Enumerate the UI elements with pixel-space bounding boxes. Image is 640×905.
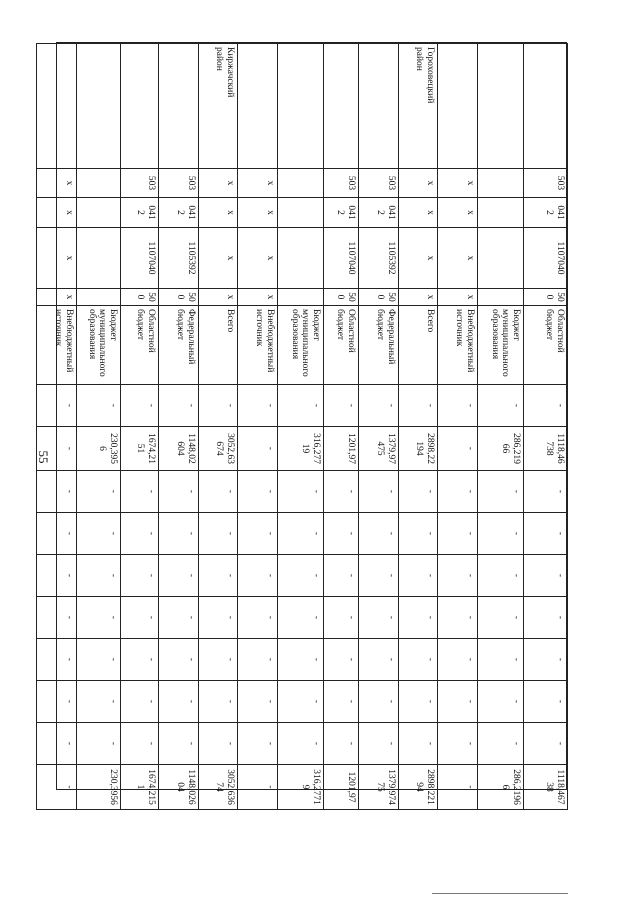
amount-col-11-cell: - xyxy=(238,597,278,639)
total-amount-cell: 230,3956 xyxy=(77,765,121,810)
amount-col-8-cell: - xyxy=(278,471,324,513)
amount-col-12-cell: - xyxy=(359,639,399,681)
kbk-subsection-cell: 041 2 xyxy=(524,198,568,228)
amount-col-8-cell: - xyxy=(324,471,359,513)
amount-col-7-cell: - xyxy=(438,427,478,471)
amount-col-7-cell: 316,277 19 xyxy=(278,427,324,471)
target-article-cell: х xyxy=(399,228,438,289)
amount-col-9-cell: - xyxy=(77,513,121,555)
kbk-section-cell xyxy=(478,169,524,198)
table-row xyxy=(121,44,159,810)
amount-col-7-cell: - xyxy=(37,427,77,471)
district-cell xyxy=(238,44,278,169)
amount-col-7-cell: 1201,97 xyxy=(324,427,359,471)
amount-col-13-cell: - xyxy=(121,681,159,723)
amount-col-7-cell: - xyxy=(238,427,278,471)
total-amount-cell: - xyxy=(438,765,478,810)
amount-col-10-cell: - xyxy=(438,555,478,597)
amount-col-9-cell: - xyxy=(438,513,478,555)
district-cell xyxy=(324,44,359,169)
amount-col-14-cell: - xyxy=(77,723,121,765)
amount-col-6-cell: - xyxy=(359,385,399,427)
page-number: 55 xyxy=(36,450,51,464)
amount-col-12-cell: - xyxy=(438,639,478,681)
amount-col-13-cell: - xyxy=(438,681,478,723)
total-amount-cell: 286,2196 6 xyxy=(478,765,524,810)
table-row xyxy=(159,44,199,810)
target-article-cell: х xyxy=(438,228,478,289)
budget-table-frame xyxy=(53,42,567,805)
amount-col-6-cell: - xyxy=(121,385,159,427)
amount-col-13-cell: - xyxy=(399,681,438,723)
funding-source-cell: Бюджет муниципального образования xyxy=(478,306,524,385)
kbk-section-cell: х xyxy=(199,169,238,198)
district-cell xyxy=(37,44,77,169)
total-amount-cell: 1148,026 04 xyxy=(159,765,199,810)
amount-col-7-cell: 286,219 66 xyxy=(478,427,524,471)
amount-col-8-cell: - xyxy=(478,471,524,513)
amount-col-11-cell: - xyxy=(478,597,524,639)
expense-type-cell: х xyxy=(37,289,77,306)
kbk-section-cell: х xyxy=(399,169,438,198)
kbk-subsection-cell xyxy=(478,198,524,228)
amount-col-8-cell: - xyxy=(359,471,399,513)
total-amount-cell: 2898,221 94 xyxy=(399,765,438,810)
table-row xyxy=(77,44,121,810)
budget-table xyxy=(36,43,568,810)
amount-col-11-cell: - xyxy=(524,597,568,639)
table-row xyxy=(478,44,524,810)
amount-col-10-cell: - xyxy=(359,555,399,597)
amount-col-11-cell: - xyxy=(121,597,159,639)
amount-col-13-cell: - xyxy=(324,681,359,723)
amount-col-11-cell: - xyxy=(199,597,238,639)
amount-col-14-cell: - xyxy=(438,723,478,765)
table-row xyxy=(278,44,324,810)
amount-col-13-cell: - xyxy=(37,681,77,723)
amount-col-14-cell: - xyxy=(37,723,77,765)
amount-col-12-cell: - xyxy=(77,639,121,681)
amount-col-6-cell: - xyxy=(524,385,568,427)
amount-col-14-cell: - xyxy=(359,723,399,765)
amount-col-7-cell: 1118,46 738 xyxy=(524,427,568,471)
expense-type-cell: 50 0 xyxy=(159,289,199,306)
amount-col-11-cell: - xyxy=(37,597,77,639)
funding-source-cell: Бюджет муниципального образования xyxy=(278,306,324,385)
amount-col-12-cell: - xyxy=(238,639,278,681)
amount-col-14-cell: - xyxy=(399,723,438,765)
funding-source-cell: Областной бюджет xyxy=(524,306,568,385)
amount-col-10-cell: - xyxy=(77,555,121,597)
funding-source-cell: Внебюджетный источник xyxy=(238,306,278,385)
kbk-subsection-cell: 041 2 xyxy=(359,198,399,228)
amount-col-7-cell: 2898,22 194 xyxy=(399,427,438,471)
district-cell xyxy=(478,44,524,169)
amount-col-6-cell: - xyxy=(238,385,278,427)
amount-col-12-cell: - xyxy=(121,639,159,681)
funding-source-cell: Всего xyxy=(399,306,438,385)
expense-type-cell: 50 0 xyxy=(359,289,399,306)
funding-source-cell: Федеральный бюджет xyxy=(359,306,399,385)
total-amount-cell: 1118,467 38 xyxy=(524,765,568,810)
amount-col-14-cell: - xyxy=(238,723,278,765)
kbk-section-cell: 503 xyxy=(121,169,159,198)
target-article-cell: 1107040 xyxy=(324,228,359,289)
funding-source-cell: Областной бюджет xyxy=(324,306,359,385)
amount-col-10-cell: - xyxy=(159,555,199,597)
expense-type-cell: х xyxy=(199,289,238,306)
amount-col-8-cell: - xyxy=(159,471,199,513)
amount-col-8-cell: - xyxy=(77,471,121,513)
kbk-subsection-cell: 041 2 xyxy=(121,198,159,228)
kbk-section-cell: х xyxy=(238,169,278,198)
amount-col-6-cell: - xyxy=(278,385,324,427)
target-article-cell: 1107040 xyxy=(524,228,568,289)
amount-col-8-cell: - xyxy=(438,471,478,513)
table-row xyxy=(324,44,359,810)
kbk-section-cell: 503 xyxy=(359,169,399,198)
amount-col-13-cell: - xyxy=(159,681,199,723)
district-cell xyxy=(278,44,324,169)
expense-type-cell: х xyxy=(438,289,478,306)
amount-col-8-cell: - xyxy=(399,471,438,513)
funding-source-cell: Всего xyxy=(199,306,238,385)
footer-rule xyxy=(432,893,568,894)
amount-col-9-cell: - xyxy=(324,513,359,555)
amount-col-12-cell: - xyxy=(159,639,199,681)
total-amount-cell: 316,2771 9 xyxy=(278,765,324,810)
amount-col-13-cell: - xyxy=(478,681,524,723)
amount-col-9-cell: - xyxy=(37,513,77,555)
amount-col-10-cell: - xyxy=(278,555,324,597)
funding-source-cell: Федеральный бюджет xyxy=(159,306,199,385)
amount-col-12-cell: - xyxy=(324,639,359,681)
amount-col-8-cell: - xyxy=(524,471,568,513)
amount-col-6-cell: - xyxy=(478,385,524,427)
amount-col-11-cell: - xyxy=(438,597,478,639)
target-article-cell: х xyxy=(37,228,77,289)
amount-col-6-cell: - xyxy=(159,385,199,427)
amount-col-12-cell: - xyxy=(278,639,324,681)
kbk-subsection-cell: х xyxy=(438,198,478,228)
amount-col-8-cell: - xyxy=(199,471,238,513)
amount-col-10-cell: - xyxy=(399,555,438,597)
table-row xyxy=(399,44,438,810)
district-cell xyxy=(359,44,399,169)
amount-col-6-cell: - xyxy=(37,385,77,427)
expense-type-cell: х xyxy=(238,289,278,306)
kbk-section-cell: х xyxy=(37,169,77,198)
amount-col-9-cell: - xyxy=(199,513,238,555)
kbk-subsection-cell: х xyxy=(199,198,238,228)
total-amount-cell: 1674,215 1 xyxy=(121,765,159,810)
amount-col-9-cell: - xyxy=(524,513,568,555)
target-article-cell: х xyxy=(199,228,238,289)
amount-col-11-cell: - xyxy=(77,597,121,639)
kbk-section-cell xyxy=(77,169,121,198)
amount-col-9-cell: - xyxy=(159,513,199,555)
expense-type-cell: 50 0 xyxy=(121,289,159,306)
amount-col-12-cell: - xyxy=(524,639,568,681)
district-cell xyxy=(438,44,478,169)
amount-col-9-cell: - xyxy=(238,513,278,555)
table-row xyxy=(524,44,568,810)
table-row xyxy=(438,44,478,810)
kbk-subsection-cell: х xyxy=(37,198,77,228)
amount-col-7-cell: 1379,97 475 xyxy=(359,427,399,471)
expense-type-cell xyxy=(278,289,324,306)
district-cell xyxy=(159,44,199,169)
amount-col-7-cell: 3052,63 674 xyxy=(199,427,238,471)
amount-col-9-cell: - xyxy=(399,513,438,555)
total-amount-cell: 3052,636 74 xyxy=(199,765,238,810)
amount-col-13-cell: - xyxy=(77,681,121,723)
amount-col-14-cell: - xyxy=(121,723,159,765)
amount-col-14-cell: - xyxy=(199,723,238,765)
table-row xyxy=(37,44,77,810)
kbk-subsection-cell: 041 2 xyxy=(159,198,199,228)
amount-col-7-cell: 1148,02 604 xyxy=(159,427,199,471)
target-article-cell xyxy=(478,228,524,289)
rotated-table-container xyxy=(53,43,568,805)
amount-col-14-cell: - xyxy=(478,723,524,765)
amount-col-13-cell: - xyxy=(524,681,568,723)
funding-source-cell: Внебюджетный источник xyxy=(438,306,478,385)
district-cell: Гороховецкий район xyxy=(399,44,438,169)
amount-col-6-cell: - xyxy=(199,385,238,427)
amount-col-13-cell: - xyxy=(359,681,399,723)
kbk-subsection-cell xyxy=(77,198,121,228)
amount-col-8-cell: - xyxy=(121,471,159,513)
target-article-cell: 1105392 xyxy=(359,228,399,289)
target-article-cell xyxy=(278,228,324,289)
expense-type-cell: х xyxy=(399,289,438,306)
amount-col-14-cell: - xyxy=(524,723,568,765)
kbk-section-cell: 503 xyxy=(159,169,199,198)
amount-col-11-cell: - xyxy=(324,597,359,639)
total-amount-cell: 1379,974 75 xyxy=(359,765,399,810)
amount-col-11-cell: - xyxy=(278,597,324,639)
amount-col-14-cell: - xyxy=(278,723,324,765)
kbk-section-cell: 503 xyxy=(324,169,359,198)
amount-col-14-cell: - xyxy=(159,723,199,765)
amount-col-10-cell: - xyxy=(324,555,359,597)
kbk-subsection-cell: 041 2 xyxy=(324,198,359,228)
district-cell xyxy=(524,44,568,169)
amount-col-11-cell: - xyxy=(399,597,438,639)
amount-col-9-cell: - xyxy=(359,513,399,555)
amount-col-10-cell: - xyxy=(37,555,77,597)
total-amount-cell: - xyxy=(238,765,278,810)
table-row xyxy=(359,44,399,810)
amount-col-11-cell: - xyxy=(159,597,199,639)
kbk-subsection-cell xyxy=(278,198,324,228)
amount-col-10-cell: - xyxy=(478,555,524,597)
amount-col-10-cell: - xyxy=(199,555,238,597)
table-row xyxy=(238,44,278,810)
funding-source-cell: Бюджет муниципального образования xyxy=(77,306,121,385)
expense-type-cell: 50 0 xyxy=(324,289,359,306)
amount-col-12-cell: - xyxy=(399,639,438,681)
target-article-cell xyxy=(77,228,121,289)
amount-col-9-cell: - xyxy=(278,513,324,555)
amount-col-7-cell: 230,395 6 xyxy=(77,427,121,471)
amount-col-10-cell: - xyxy=(121,555,159,597)
amount-col-7-cell: 1674,21 51 xyxy=(121,427,159,471)
amount-col-6-cell: - xyxy=(324,385,359,427)
amount-col-13-cell: - xyxy=(238,681,278,723)
amount-col-14-cell: - xyxy=(324,723,359,765)
amount-col-10-cell: - xyxy=(524,555,568,597)
kbk-subsection-cell: х xyxy=(238,198,278,228)
amount-col-11-cell: - xyxy=(359,597,399,639)
amount-col-13-cell: - xyxy=(278,681,324,723)
amount-col-9-cell: - xyxy=(121,513,159,555)
kbk-section-cell: х xyxy=(438,169,478,198)
amount-col-12-cell: - xyxy=(478,639,524,681)
target-article-cell: х xyxy=(238,228,278,289)
expense-type-cell xyxy=(478,289,524,306)
table-row xyxy=(199,44,238,810)
expense-type-cell: 50 0 xyxy=(524,289,568,306)
kbk-subsection-cell: х xyxy=(399,198,438,228)
amount-col-6-cell: - xyxy=(399,385,438,427)
kbk-section-cell xyxy=(278,169,324,198)
total-amount-cell: - xyxy=(37,765,77,810)
funding-source-cell: Областной бюджет xyxy=(121,306,159,385)
amount-col-12-cell: - xyxy=(37,639,77,681)
kbk-section-cell: 503 xyxy=(524,169,568,198)
district-cell: Киржачский район xyxy=(199,44,238,169)
amount-col-9-cell: - xyxy=(478,513,524,555)
amount-col-8-cell: - xyxy=(238,471,278,513)
district-cell xyxy=(77,44,121,169)
district-cell xyxy=(121,44,159,169)
amount-col-12-cell: - xyxy=(199,639,238,681)
amount-col-13-cell: - xyxy=(199,681,238,723)
target-article-cell: 1105392 xyxy=(159,228,199,289)
amount-col-6-cell: - xyxy=(77,385,121,427)
total-amount-cell: 1201,97 xyxy=(324,765,359,810)
amount-col-8-cell: - xyxy=(37,471,77,513)
funding-source-cell: Внебюджетный источник xyxy=(37,306,77,385)
amount-col-10-cell: - xyxy=(238,555,278,597)
target-article-cell: 1107040 xyxy=(121,228,159,289)
expense-type-cell xyxy=(77,289,121,306)
amount-col-6-cell: - xyxy=(438,385,478,427)
